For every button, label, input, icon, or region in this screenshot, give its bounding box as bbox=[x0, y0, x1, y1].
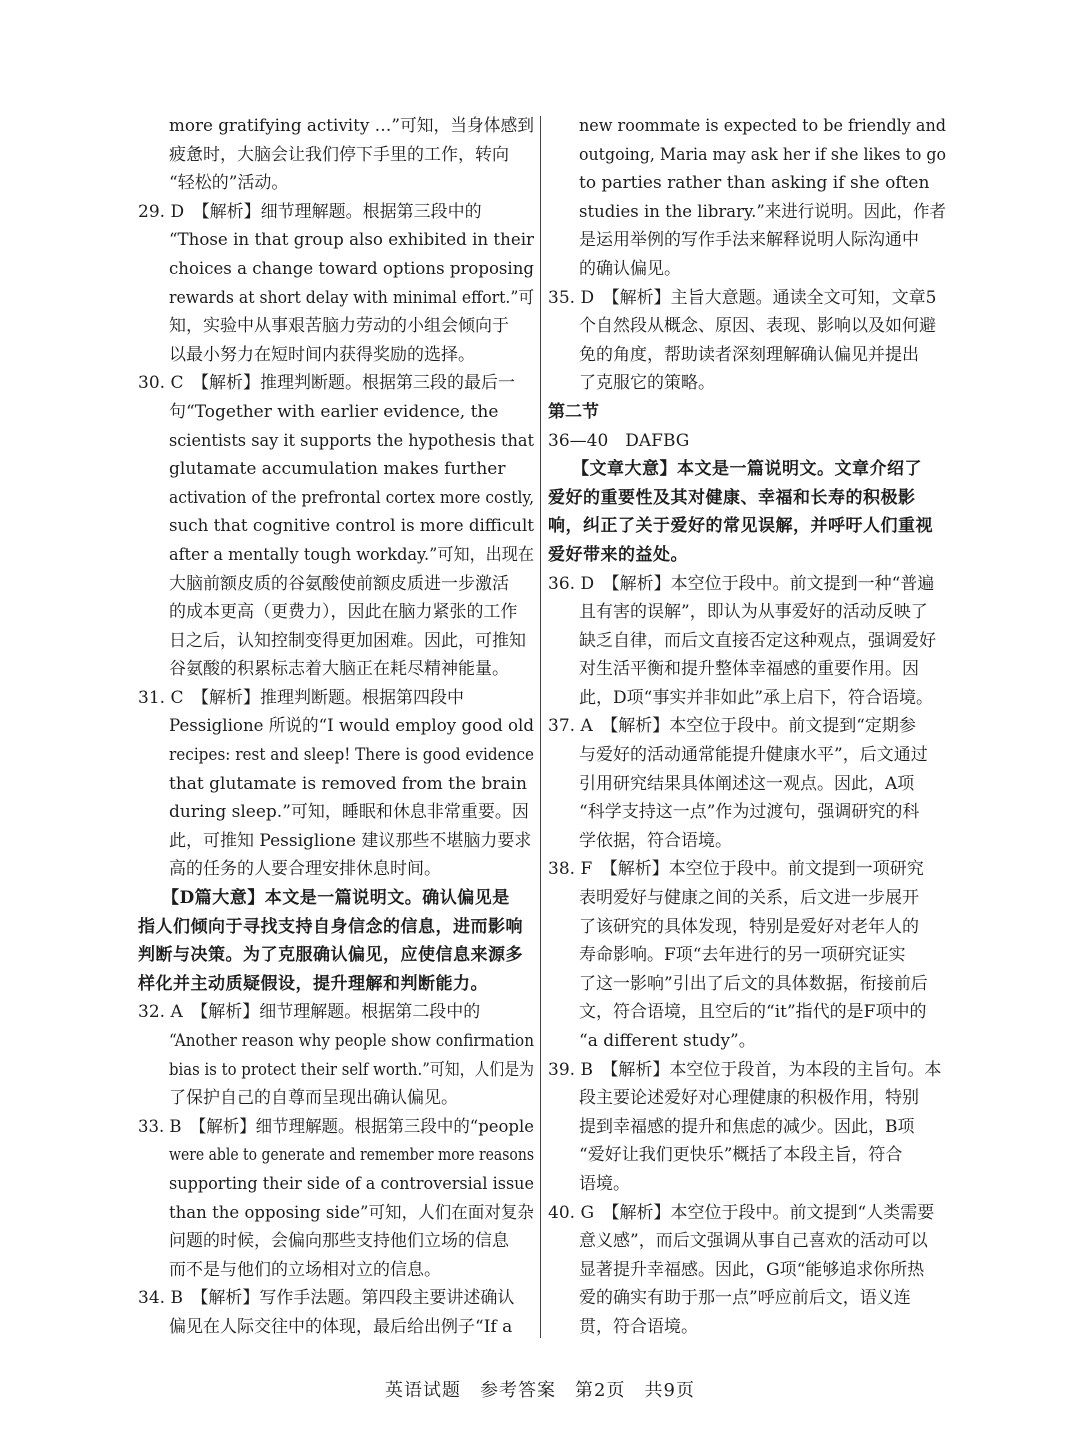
line-text: 偏见在人际交往中的体现，最后给出例子“If a bbox=[169, 1316, 513, 1337]
answer-line bbox=[548, 998, 946, 1027]
answer-line bbox=[548, 1027, 946, 1056]
line-text: 问题的时候，会偏向那些支持他们立场的信息 bbox=[169, 1231, 509, 1252]
answer-line bbox=[138, 255, 534, 284]
line-text: during sleep.”可知，睡眠和休息非常重要。因 bbox=[169, 802, 529, 823]
passage-summary-line bbox=[548, 455, 946, 484]
line-text: than the opposing side”可知，人们在面对复杂 bbox=[169, 1202, 534, 1223]
answer-line bbox=[548, 855, 946, 884]
answer-line bbox=[138, 341, 534, 370]
answer-line bbox=[548, 827, 946, 856]
line-text: 37. A 【解析】本空位于段中。前文提到“定期参 bbox=[548, 716, 916, 737]
line-text: 免的角度，帮助读者深刻理解确认偏见并提出 bbox=[579, 344, 919, 365]
answer-line bbox=[548, 198, 946, 227]
page-footer: 英语试题 参考答案 第2页 共9页 bbox=[385, 1380, 695, 1401]
answer-line bbox=[138, 169, 534, 198]
line-text: more gratifying activity …”可知，当身体感到 bbox=[169, 116, 534, 136]
answer-line bbox=[548, 712, 946, 741]
line-text: 39. B 【解析】本空位于段首，为本段的主旨句。本 bbox=[548, 1059, 942, 1080]
line-text: 的成本更高（更费力），因此在脑力紧张的工作 bbox=[169, 602, 518, 623]
answer-line bbox=[138, 1084, 534, 1113]
line-text: 显著提升幸福感。因此，G项“能够追求你所热 bbox=[579, 1259, 925, 1280]
line-text: rewards at short delay with minimal effort.”可 bbox=[169, 287, 534, 308]
passage-summary-line bbox=[548, 541, 946, 570]
answer-line bbox=[138, 684, 534, 713]
answer-line bbox=[138, 312, 534, 341]
line-text: studies in the library.”来进行说明。因此，作者 bbox=[579, 201, 946, 222]
answer-line bbox=[138, 1313, 534, 1342]
line-text: 了保护自己的自尊而呈现出确认偏见。 bbox=[169, 1088, 458, 1109]
line-text: such that cognitive control is more difficult bbox=[169, 516, 534, 537]
answer-line bbox=[138, 369, 534, 398]
line-text: 第二节 bbox=[548, 401, 599, 422]
answer-line bbox=[548, 570, 946, 599]
line-text: 意义感”，而后文强调从事自己喜欢的活动可以 bbox=[579, 1231, 928, 1252]
answer-line bbox=[138, 827, 534, 856]
line-text: 的确认偏见。 bbox=[579, 258, 681, 279]
section-heading bbox=[548, 398, 946, 427]
line-text: 表明爱好与健康之间的关系，后文进一步展开 bbox=[579, 888, 919, 909]
answer-line bbox=[138, 1056, 534, 1085]
line-text: “爱好让我们更快乐”概括了本段主旨，符合 bbox=[579, 1145, 903, 1166]
line-text: 提到幸福感的提升和焦虑的减少。因此，B项 bbox=[579, 1116, 915, 1137]
line-text: Pessiglione 所说的“I would employ good old bbox=[169, 716, 534, 737]
line-text: that glutamate is removed from the brain bbox=[169, 773, 527, 794]
line-text: 40. G 【解析】本空位于段中。前文提到“人类需要 bbox=[548, 1202, 935, 1223]
line-text: scientists say it supports the hypothesis that bbox=[169, 430, 534, 451]
line-text: “轻松的”活动。 bbox=[169, 173, 289, 194]
line-text: “科学支持这一点”作为过渡句，强调研究的科 bbox=[579, 802, 920, 823]
line-text: 寿命影响。F项“去年进行的另一项研究证实 bbox=[579, 945, 906, 966]
answer-line bbox=[138, 855, 534, 884]
answer-line bbox=[138, 1227, 534, 1256]
line-text: 语境。 bbox=[579, 1173, 630, 1194]
line-text: 35. D 【解析】主旨大意题。通读全文可知，文章5 bbox=[548, 287, 937, 308]
answer-line bbox=[548, 341, 946, 370]
line-text: 而不是与他们的立场相对立的信息。 bbox=[169, 1259, 441, 1280]
line-text: “a different study”。 bbox=[579, 1031, 756, 1051]
answer-line bbox=[548, 598, 946, 627]
answer-line bbox=[548, 427, 946, 456]
answer-line bbox=[548, 312, 946, 341]
line-text: 了该研究的具体发现，特别是爱好对老年人的 bbox=[579, 916, 919, 937]
line-text: 疲惫时，大脑会让我们停下手里的工作，转向 bbox=[169, 144, 509, 165]
answer-line bbox=[138, 570, 534, 599]
line-text: 了这一影响”引出了后文的具体数据，衔接前后 bbox=[579, 973, 928, 994]
answer-line bbox=[548, 884, 946, 913]
line-text: 高的任务的人要合理安排休息时间。 bbox=[169, 859, 441, 880]
line-text: 爱的确实有助于那一点”呼应前后文，语义连 bbox=[579, 1288, 911, 1309]
line-text: were able to generate and remember more reasons bbox=[169, 1145, 534, 1166]
answer-line bbox=[548, 1141, 946, 1170]
passage-summary-line bbox=[138, 970, 534, 999]
answer-line bbox=[548, 741, 946, 770]
answer-line bbox=[548, 1313, 946, 1342]
line-text: 34. B 【解析】写作手法题。第四段主要讲述确认 bbox=[138, 1288, 515, 1309]
answer-line bbox=[138, 1141, 534, 1170]
passage-summary-line bbox=[548, 484, 946, 513]
answer-line bbox=[138, 1113, 534, 1142]
answer-line bbox=[548, 369, 946, 398]
answer-line bbox=[548, 284, 946, 313]
answer-line bbox=[548, 655, 946, 684]
answer-line bbox=[138, 627, 534, 656]
line-text: 样化并主动质疑假设，提升理解和判断能力。 bbox=[138, 973, 488, 994]
answer-line bbox=[138, 998, 534, 1027]
answer-line bbox=[138, 741, 534, 770]
line-text: new roommate is expected to be friendly and bbox=[579, 116, 946, 136]
line-text: 指人们倾向于寻找支持自身信念的信息，进而影响 bbox=[138, 916, 523, 937]
left-column bbox=[138, 112, 534, 1342]
answer-line bbox=[548, 226, 946, 255]
line-text: 爱好的重要性及其对健康、幸福和长寿的积极影 bbox=[548, 487, 916, 508]
right-column bbox=[548, 112, 946, 1342]
line-text: 判断与决策。为了克服确认偏见，应使信息来源多 bbox=[138, 945, 523, 966]
line-text: 了克服它的策略。 bbox=[579, 373, 715, 394]
answer-line bbox=[138, 1027, 534, 1056]
answer-line bbox=[548, 913, 946, 942]
line-text: choices a change toward options proposing bbox=[169, 258, 534, 279]
line-text: 缺乏自律，而后文直接否定这种观点，强调爱好 bbox=[579, 630, 936, 651]
passage-summary-line bbox=[138, 884, 534, 913]
answer-line bbox=[548, 1056, 946, 1085]
line-text: 【文章大意】本文是一篇说明文。文章介绍了 bbox=[572, 459, 922, 480]
answer-line bbox=[548, 798, 946, 827]
answer-line bbox=[548, 1084, 946, 1113]
line-text: 对生活平衡和提升整体幸福感的重要作用。因 bbox=[579, 659, 919, 680]
line-text: 知，实验中从事艰苦脑力劳动的小组会倾向于 bbox=[169, 316, 509, 337]
line-text: 学依据，符合语境。 bbox=[579, 830, 732, 851]
line-text: 30. C 【解析】推理判断题。根据第三段的最后一 bbox=[138, 373, 515, 394]
answer-line bbox=[138, 141, 534, 170]
answer-line bbox=[138, 770, 534, 799]
answer-line bbox=[138, 1256, 534, 1285]
line-text: 日之后，认知控制变得更加困难。因此，可推知 bbox=[169, 630, 526, 651]
answer-line bbox=[548, 141, 946, 170]
answer-line bbox=[548, 684, 946, 713]
answer-line bbox=[548, 1170, 946, 1199]
answer-line bbox=[548, 770, 946, 799]
line-text: 此，D项“事实并非如此”承上启下，符合语境。 bbox=[579, 687, 934, 708]
answer-line bbox=[138, 598, 534, 627]
line-text: 大脑前额皮质的谷氨酸使前额皮质进一步激活 bbox=[169, 573, 509, 594]
answer-line bbox=[138, 112, 534, 141]
answer-line bbox=[138, 798, 534, 827]
line-text: 与爱好的活动通常能提升健康水平”，后文通过 bbox=[579, 745, 928, 766]
line-text: 以最小努力在短时间内获得奖励的选择。 bbox=[169, 344, 475, 365]
answer-line bbox=[548, 941, 946, 970]
answer-line bbox=[138, 512, 534, 541]
answer-line bbox=[138, 398, 534, 427]
answer-line bbox=[138, 427, 534, 456]
line-text: 个自然段从概念、原因、表现、影响以及如何避 bbox=[579, 316, 936, 337]
line-text: to parties rather than asking if she often bbox=[579, 173, 930, 194]
line-text: outgoing, Maria may ask her if she likes to go bbox=[579, 144, 946, 165]
line-text: 段主要论述爱好对心理健康的积极作用，特别 bbox=[579, 1088, 919, 1109]
line-text: “Another reason why people show confirmation bbox=[169, 1031, 534, 1051]
answer-line bbox=[138, 226, 534, 255]
answer-line bbox=[548, 1199, 946, 1228]
line-text: 句“Together with earlier evidence, the bbox=[169, 401, 499, 422]
answer-line bbox=[138, 655, 534, 684]
answer-line bbox=[138, 284, 534, 313]
passage-summary-line bbox=[138, 913, 534, 942]
line-text: 响，纠正了关于爱好的常见误解，并呼吁人们重视 bbox=[548, 516, 933, 537]
line-text: after a mentally tough workday.”可知，出现在 bbox=[169, 544, 534, 565]
line-text: 且有害的误解”，即认为从事爱好的活动反映了 bbox=[579, 602, 928, 623]
line-text: 【D篇大意】本文是一篇说明文。确认偏见是 bbox=[162, 888, 510, 909]
line-text: 贯，符合语境。 bbox=[579, 1316, 698, 1337]
answer-line bbox=[138, 1284, 534, 1313]
line-text: “Those in that group also exhibited in their bbox=[169, 230, 534, 251]
line-text: 36. D 【解析】本空位于段中。前文提到一种“普遍 bbox=[548, 573, 935, 594]
answer-line bbox=[548, 112, 946, 141]
answer-line bbox=[138, 541, 534, 570]
line-text: 引用研究结果具体阐述这一观点。因此，A项 bbox=[579, 773, 915, 794]
answer-line bbox=[548, 1256, 946, 1285]
line-text: 谷氨酸的积累标志着大脑正在耗尽精神能量。 bbox=[169, 659, 509, 680]
answer-line bbox=[138, 1170, 534, 1199]
answer-line bbox=[548, 970, 946, 999]
line-text: 38. F 【解析】本空位于段中。前文提到一项研究 bbox=[548, 859, 924, 880]
line-text: 此，可推知 Pessiglione 建议那些不堪脑力要求 bbox=[169, 830, 532, 851]
column-divider bbox=[540, 116, 541, 1338]
line-text: 29. D 【解析】细节理解题。根据第三段中的 bbox=[138, 201, 482, 222]
line-text: 36—40 DAFBG bbox=[548, 430, 690, 451]
line-text: bias is to protect their self worth.”可知，人们是为 bbox=[169, 1059, 534, 1080]
answer-line bbox=[138, 455, 534, 484]
line-text: 33. B 【解析】细节理解题。根据第三段中的“people bbox=[138, 1116, 534, 1137]
line-text: recipes: rest and sleep! There is good evidence bbox=[169, 745, 534, 766]
answer-line bbox=[548, 255, 946, 284]
answer-line bbox=[548, 627, 946, 656]
answer-line bbox=[548, 1113, 946, 1142]
line-text: supporting their side of a controversial issue bbox=[169, 1173, 534, 1194]
answer-line bbox=[548, 1227, 946, 1256]
line-text: 是运用举例的写作手法来解释说明人际沟通中 bbox=[579, 230, 919, 251]
line-text: activation of the prefrontal cortex more costly, bbox=[169, 487, 534, 508]
answer-line bbox=[138, 712, 534, 741]
passage-summary-line bbox=[138, 941, 534, 970]
line-text: 爱好带来的益处。 bbox=[548, 544, 688, 565]
answer-line bbox=[548, 169, 946, 198]
answer-line bbox=[548, 1284, 946, 1313]
line-text: glutamate accumulation makes further bbox=[169, 459, 506, 480]
answer-line bbox=[138, 1199, 534, 1228]
passage-summary-line bbox=[548, 512, 946, 541]
line-text: 31. C 【解析】推理判断题。根据第四段中 bbox=[138, 687, 464, 708]
line-text: 文，符合语境，且空后的“it”指代的是F项中的 bbox=[579, 1002, 927, 1023]
answer-line bbox=[138, 484, 534, 513]
answer-line bbox=[138, 198, 534, 227]
line-text: 32. A 【解析】细节理解题。根据第二段中的 bbox=[138, 1002, 481, 1023]
